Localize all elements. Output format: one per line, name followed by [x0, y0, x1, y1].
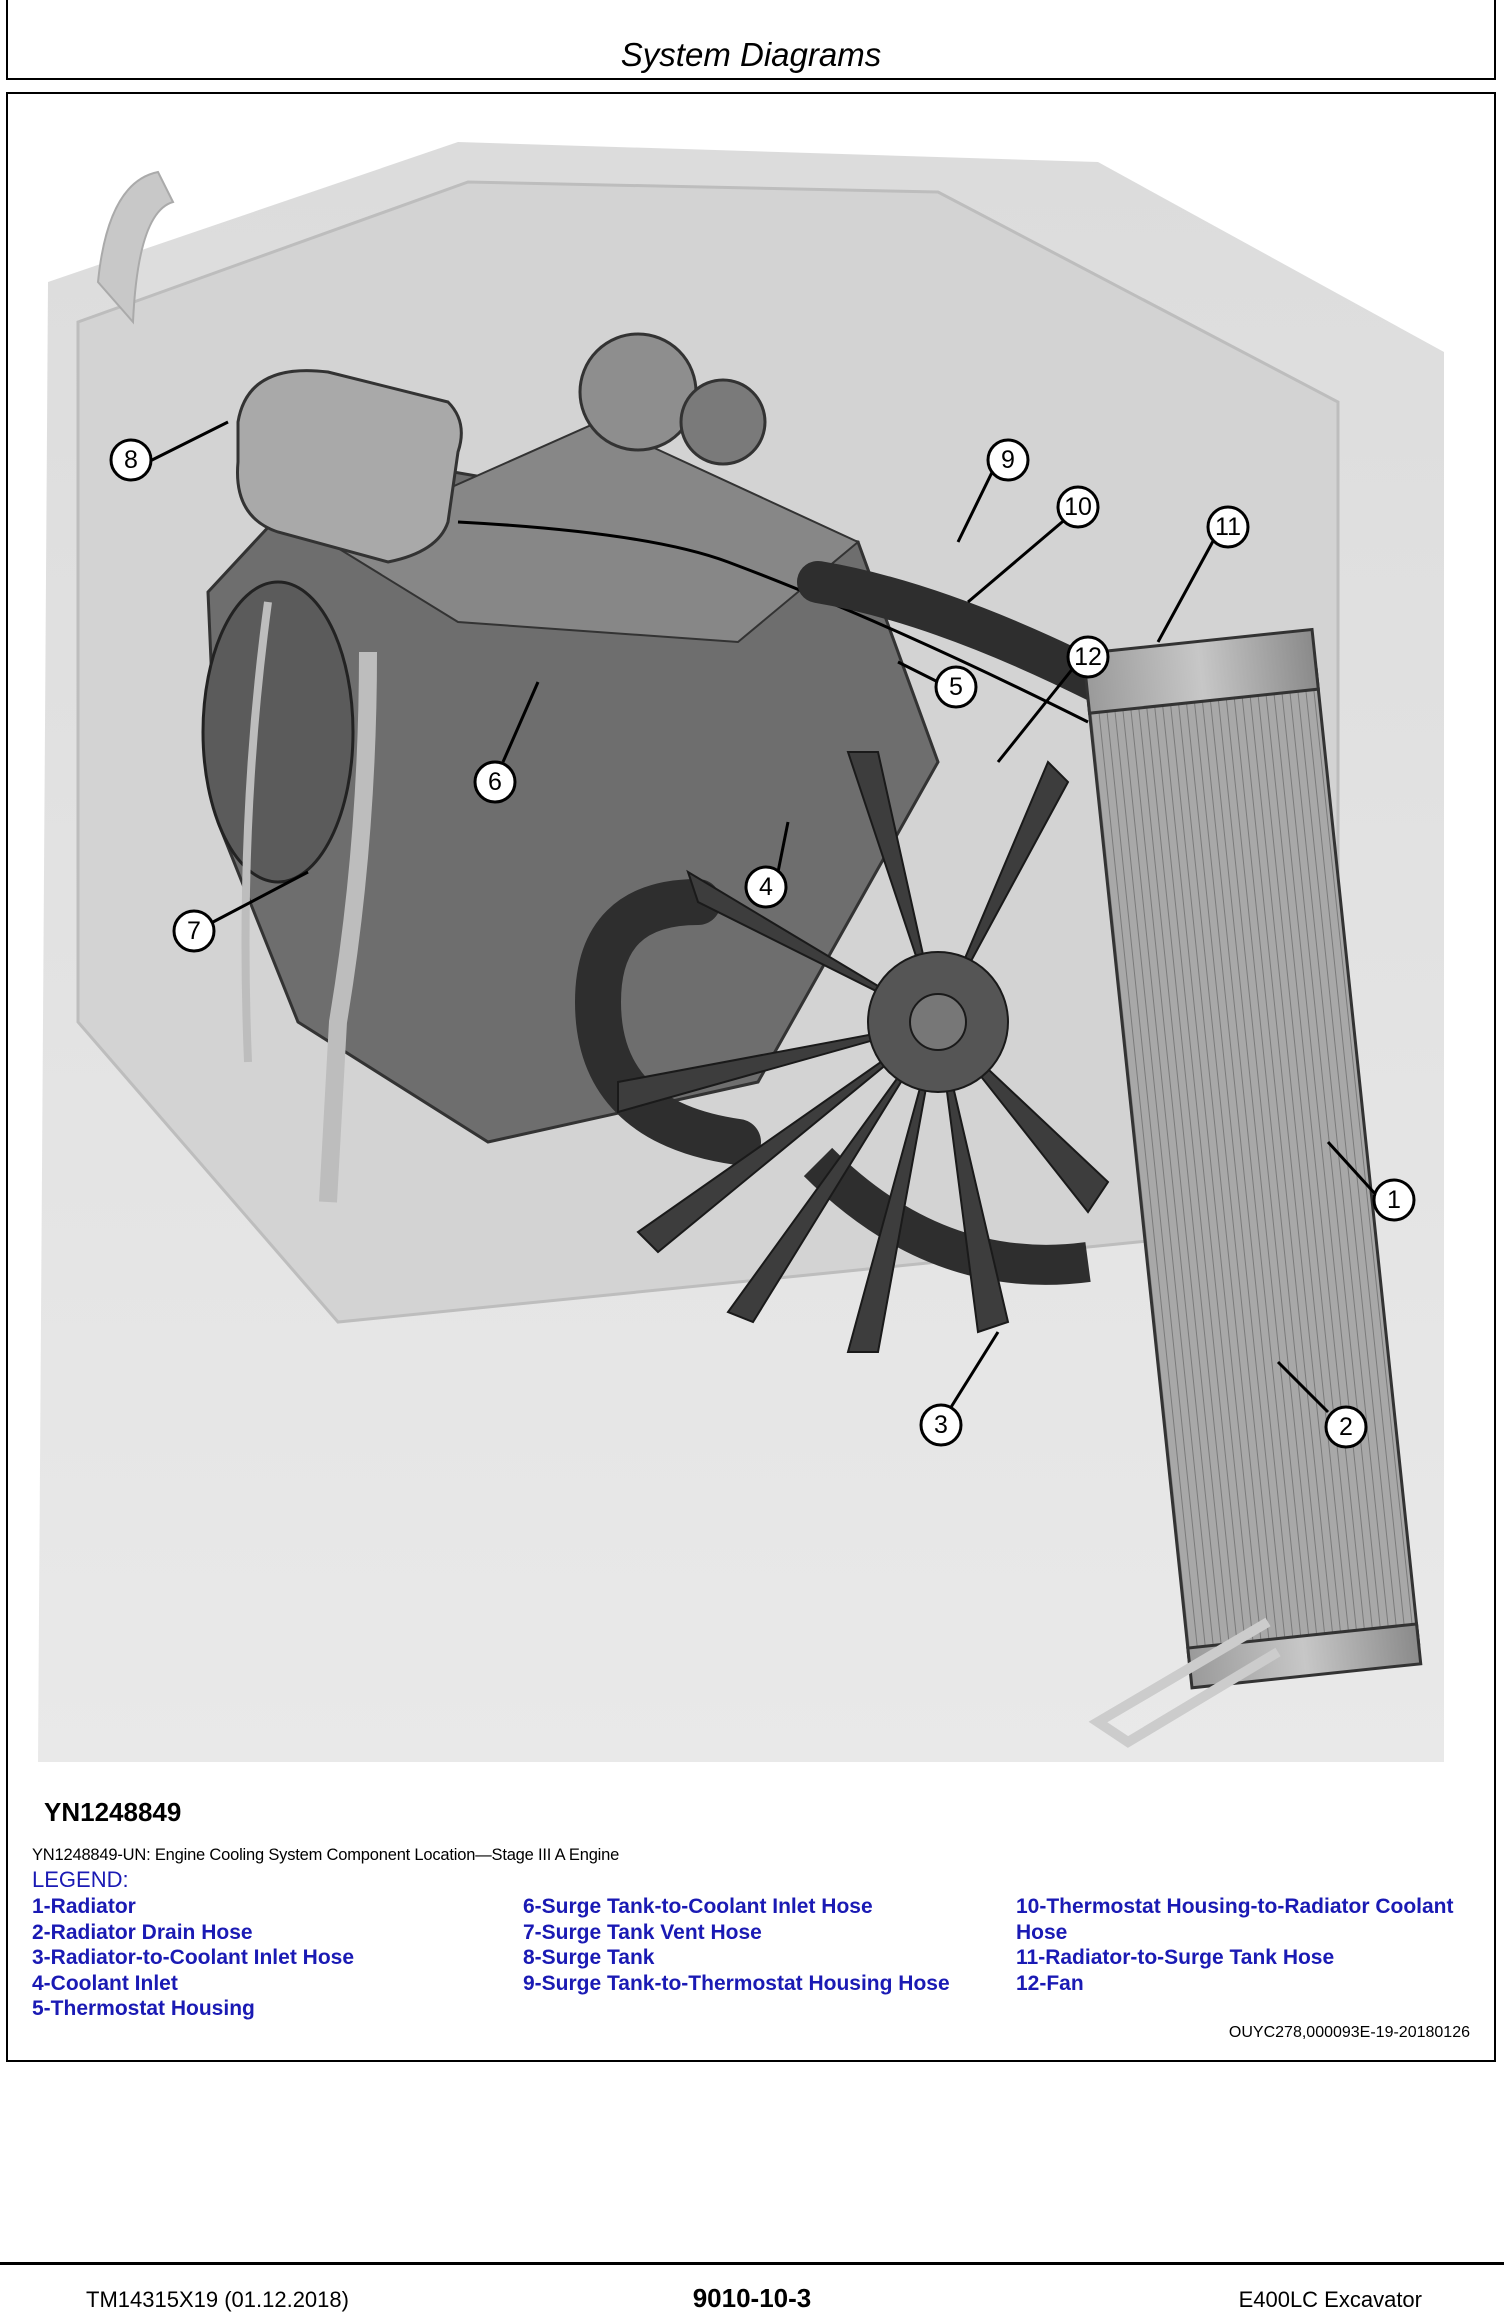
legend-item: 10-Thermostat Housing-to-Radiator Coolant	[1016, 1895, 1454, 1918]
svg-text:1: 1	[1387, 1186, 1401, 1214]
callout-9	[988, 440, 1028, 480]
svg-text:9: 9	[1001, 446, 1015, 474]
legend-item: 6-Surge Tank-to-Coolant Inlet Hose	[523, 1895, 873, 1918]
footer-machine-model: E400LC Excavator	[1238, 2287, 1422, 2312]
legend-title: LEGEND:	[32, 1867, 129, 1892]
svg-text:6: 6	[488, 768, 502, 796]
figure-frame	[6, 92, 1496, 2062]
callout-4	[746, 867, 786, 907]
svg-text:8: 8	[124, 446, 138, 474]
engine-cooling-illustration	[38, 122, 1444, 1762]
callout-1	[1374, 1180, 1414, 1220]
legend-item: Hose	[1016, 1920, 1068, 1944]
svg-text:4: 4	[759, 873, 773, 901]
legend-column-2	[523, 1894, 950, 1996]
footer-divider	[0, 2262, 1504, 2265]
svg-text:7: 7	[187, 917, 201, 945]
legend-item: 9-Surge Tank-to-Thermostat Housing Hose	[523, 1971, 950, 1995]
svg-text:3: 3	[934, 1411, 948, 1439]
footer-manual-id: TM14315X19 (01.12.2018)	[86, 2287, 349, 2312]
legend-item: 12-Fan	[1016, 1971, 1084, 1995]
legend-item: 3-Radiator-to-Coolant Inlet Hose	[32, 1946, 355, 1969]
svg-text:12: 12	[1074, 643, 1102, 671]
page-header	[6, 0, 1496, 80]
document-code: OUYC278,000093E-19-20180126	[1228, 2024, 1470, 2041]
legend-item: 1-Radiator	[32, 1895, 136, 1918]
callout-3	[921, 1405, 961, 1445]
legend-item: 11-Radiator-to-Surge Tank Hose	[1016, 1946, 1335, 1969]
callout-7	[174, 911, 214, 951]
svg-text:10: 10	[1064, 493, 1092, 521]
callout-5	[936, 667, 976, 707]
figure-id: YN1248849	[44, 1797, 182, 1827]
legend-item: 7-Surge Tank Vent Hose	[523, 1920, 762, 1944]
figure-caption: YN1248849-UN: Engine Cooling System Component Location—Stage III A Engine	[32, 1846, 620, 1864]
legend-column-1	[32, 1894, 354, 2022]
legend-item: 8-Surge Tank	[523, 1946, 655, 1969]
callout-10	[1058, 487, 1098, 527]
legend-item: 2-Radiator Drain Hose	[32, 1920, 253, 1944]
callout-12	[1068, 637, 1108, 677]
svg-text:2: 2	[1339, 1413, 1353, 1441]
legend-column-3	[1016, 1894, 1454, 1996]
legend-item: 5-Thermostat Housing	[32, 1997, 255, 2020]
callout-11	[1208, 507, 1248, 547]
callout-6	[475, 762, 515, 802]
page-number: 9010-10-3	[692, 2283, 812, 2313]
svg-text:5: 5	[949, 673, 963, 701]
section-title: System Diagrams	[620, 36, 882, 73]
callout-8	[111, 440, 151, 480]
svg-text:11: 11	[1215, 513, 1241, 541]
legend-item: 4-Coolant Inlet	[32, 1971, 178, 1995]
callout-2	[1326, 1407, 1366, 1447]
